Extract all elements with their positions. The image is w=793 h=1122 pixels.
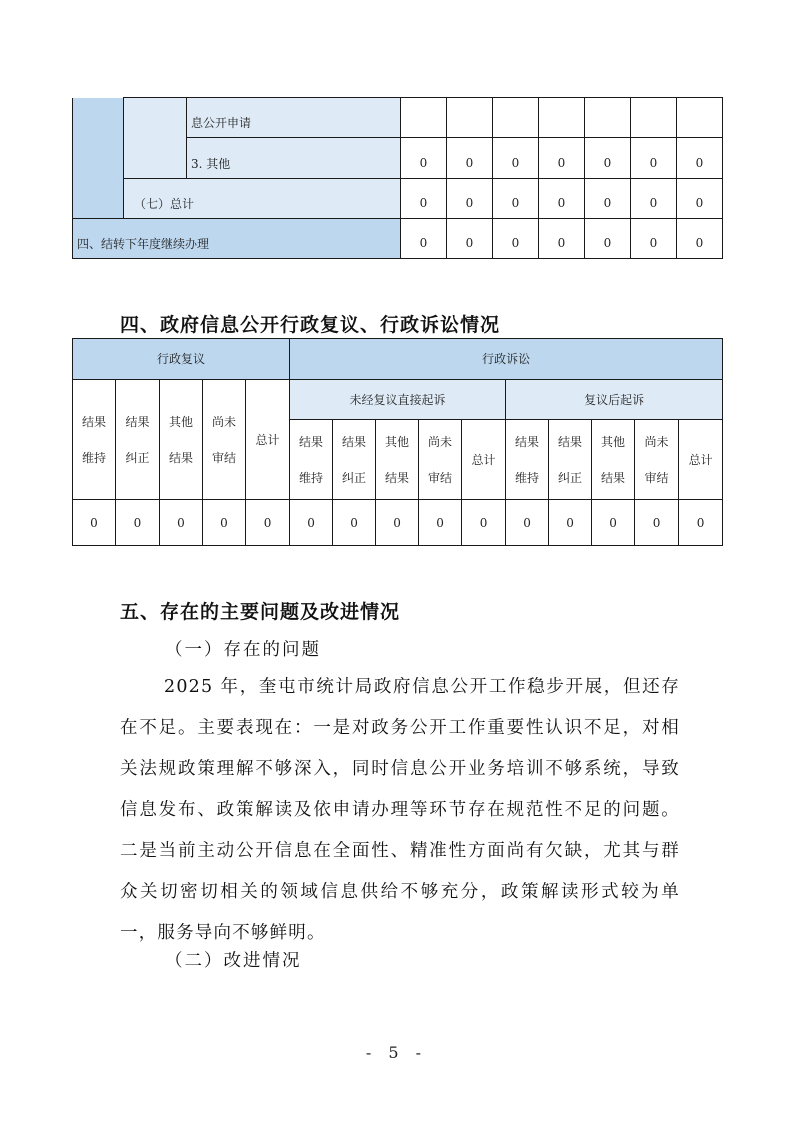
cell: 0 bbox=[73, 500, 116, 546]
cell: 0 bbox=[631, 219, 677, 259]
subheading-existing-problems: （一）存在的问题 bbox=[165, 640, 321, 660]
disclosure-stats-table-continued bbox=[72, 97, 723, 259]
cell: 0 bbox=[585, 138, 631, 179]
cell: 0 bbox=[493, 179, 539, 219]
header-admin-litigation: 行政诉讼 bbox=[290, 339, 723, 380]
page-number: - 5 - bbox=[365, 1043, 428, 1062]
row-label: 3. 其他 bbox=[187, 138, 401, 179]
cell: 0 bbox=[677, 138, 723, 179]
row-label: 四、结转下年度继续办理 bbox=[73, 219, 401, 259]
header-direct-suit: 未经复议直接起诉 bbox=[290, 380, 506, 420]
col-header: 结果 纠正 bbox=[333, 420, 376, 500]
cell: 0 bbox=[160, 500, 203, 546]
cell: 0 bbox=[246, 500, 290, 546]
col-header: 尚未 审结 bbox=[635, 420, 679, 500]
cell: 0 bbox=[679, 500, 723, 546]
col-header-total: 总计 bbox=[679, 420, 723, 500]
cell: 0 bbox=[539, 179, 585, 219]
cell: 0 bbox=[585, 219, 631, 259]
section-heading-problems: 五、存在的主要问题及改进情况 bbox=[120, 601, 401, 623]
col-header-total: 总计 bbox=[462, 420, 506, 500]
col-header: 尚未 审结 bbox=[419, 420, 462, 500]
cell: 0 bbox=[585, 179, 631, 219]
col-header: 结果 维持 bbox=[506, 420, 549, 500]
subheading-improvements: （二）改进情况 bbox=[165, 951, 302, 971]
table-row bbox=[73, 179, 723, 219]
cell bbox=[447, 98, 493, 138]
col-header: 其他 结果 bbox=[376, 420, 419, 500]
review-litigation-table bbox=[72, 338, 723, 546]
section-heading-review-litigation: 四、政府信息公开行政复议、行政诉讼情况 bbox=[120, 314, 501, 336]
col-header: 结果 纠正 bbox=[116, 380, 160, 500]
cell bbox=[631, 98, 677, 138]
cell: 0 bbox=[539, 138, 585, 179]
cell: 0 bbox=[539, 219, 585, 259]
table-row bbox=[73, 219, 723, 259]
cell: 0 bbox=[419, 500, 462, 546]
cell: 0 bbox=[493, 219, 539, 259]
cell bbox=[585, 98, 631, 138]
cell: 0 bbox=[592, 500, 635, 546]
cell: 0 bbox=[401, 138, 447, 179]
cell: 0 bbox=[290, 500, 333, 546]
col-header: 尚未 审结 bbox=[203, 380, 246, 500]
cell: 0 bbox=[447, 179, 493, 219]
cell: 0 bbox=[447, 219, 493, 259]
cell: 0 bbox=[631, 138, 677, 179]
cell: 0 bbox=[203, 500, 246, 546]
cell: 0 bbox=[677, 219, 723, 259]
col-header: 其他 结果 bbox=[592, 420, 635, 500]
cell: 0 bbox=[493, 138, 539, 179]
table-row bbox=[73, 500, 723, 546]
col-header-total: 总计 bbox=[246, 380, 290, 500]
col-header: 结果 纠正 bbox=[549, 420, 592, 500]
cell: 0 bbox=[462, 500, 506, 546]
subcategory-cell bbox=[124, 98, 187, 179]
header-suit-after-review: 复议后起诉 bbox=[506, 380, 723, 420]
category-cell bbox=[73, 98, 124, 219]
col-header: 结果 维持 bbox=[73, 380, 116, 500]
table-subheader-row bbox=[73, 380, 723, 420]
problems-paragraph: 2025 年，奎屯市统计局政府信息公开工作稳步开展，但还存在不足。主要表现在：一是对政务公开工作重要性认识不足，对相关法规政策理解不够深入，同时信息公开业务培训不够系统，导致信息发布、政策解读及依申请办理等环节存在规范性不足的问题。二是当前主动公开信息在全面性、精准性方面尚有欠缺，尤其与群众关切密切相关的领域信息供给不够充分，政策解读形式较为单一，服务导向不够鲜明。 bbox=[120, 677, 680, 943]
cell bbox=[493, 98, 539, 138]
table-row bbox=[73, 98, 723, 138]
cell: 0 bbox=[447, 138, 493, 179]
row-label: （七）总计 bbox=[124, 179, 401, 219]
row-label: 息公开申请 bbox=[187, 98, 401, 138]
cell: 0 bbox=[333, 500, 376, 546]
cell: 0 bbox=[631, 179, 677, 219]
cell: 0 bbox=[116, 500, 160, 546]
cell bbox=[677, 98, 723, 138]
cell: 0 bbox=[401, 179, 447, 219]
cell: 0 bbox=[549, 500, 592, 546]
cell: 0 bbox=[506, 500, 549, 546]
header-admin-review: 行政复议 bbox=[73, 339, 290, 380]
cell: 0 bbox=[635, 500, 679, 546]
cell: 0 bbox=[401, 219, 447, 259]
cell: 0 bbox=[376, 500, 419, 546]
col-header: 结果 维持 bbox=[290, 420, 333, 500]
cell bbox=[539, 98, 585, 138]
table-header-row bbox=[73, 339, 723, 380]
col-header: 其他 结果 bbox=[160, 380, 203, 500]
cell bbox=[401, 98, 447, 138]
cell: 0 bbox=[677, 179, 723, 219]
